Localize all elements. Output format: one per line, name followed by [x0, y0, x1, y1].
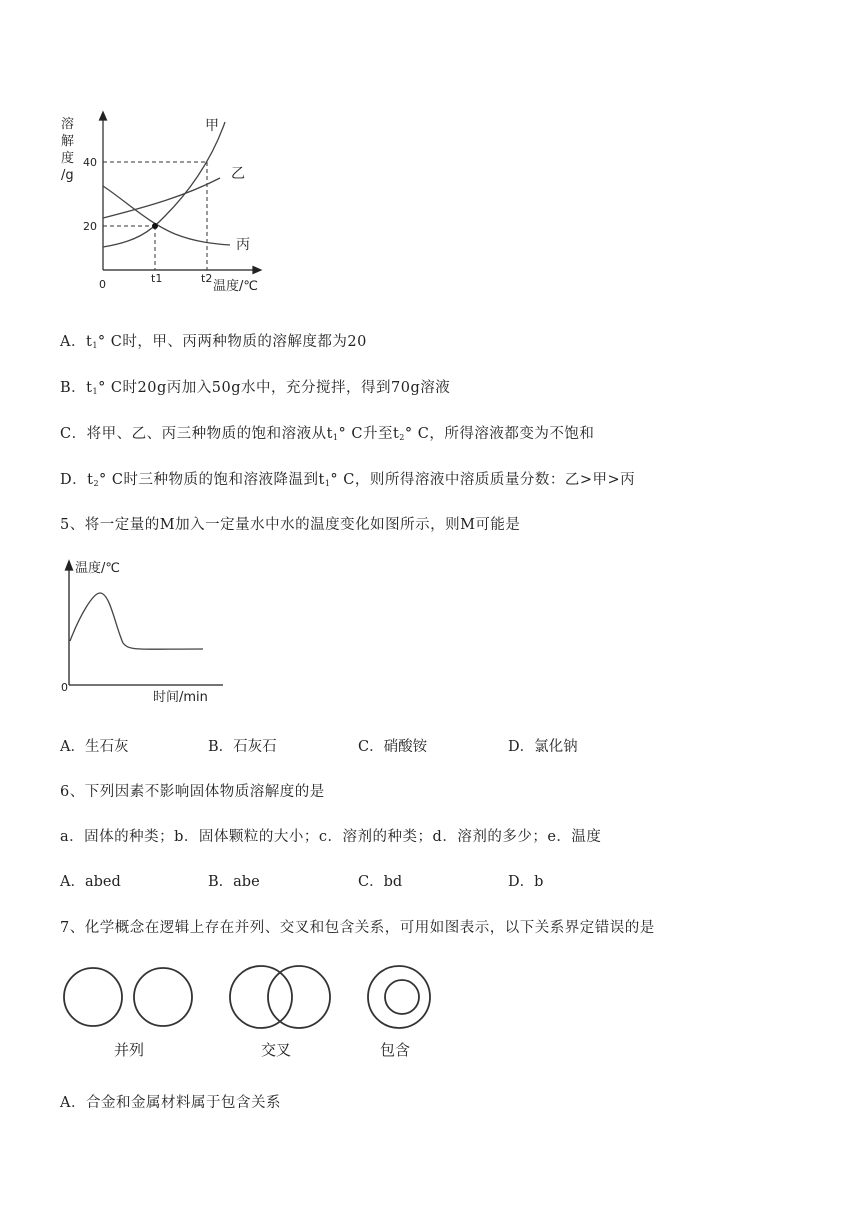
- x-axis-label: 时间/min: [153, 690, 208, 705]
- q4-option-b: B．$t_1^\circ$ C时20g丙加入50g水中，充分搅拌，得到70g溶液: [60, 380, 451, 396]
- parallel-circle-right: [134, 968, 192, 1026]
- relation-diagram: [55, 960, 435, 1060]
- curve-bing: [103, 186, 230, 245]
- q6-option-a: A．abed: [60, 874, 121, 890]
- y-label-3: 度: [61, 151, 75, 166]
- cross-circle-right: [268, 966, 330, 1028]
- origin-label: 0: [61, 681, 68, 694]
- q5-option-a: A．生石灰: [60, 739, 129, 755]
- q6-option-b: B．abe: [208, 874, 260, 890]
- tick-40: 40: [83, 156, 97, 169]
- q5-option-c: C．硝酸铵: [358, 739, 428, 755]
- label-yi: 乙: [231, 166, 245, 182]
- label-parallel: 并列: [114, 1041, 145, 1059]
- q7-stem: 7、化学概念在逻辑上存在并列、交叉和包含关系，可用如图表示，以下关系界定错误的是: [60, 920, 655, 936]
- q6-stem: 6、下列因素不影响固体物质溶解度的是: [60, 784, 325, 800]
- tick-t1: t1: [151, 272, 163, 285]
- q6-factors: a．固体的种类；b．固体颗粒的大小；c．溶剂的种类；d．溶剂的多少；e．温度: [60, 829, 602, 845]
- intersection-point: [152, 223, 158, 229]
- contain-circle-outer: [368, 966, 430, 1028]
- q6-option-d: D．b: [508, 874, 544, 890]
- y-label-1: 溶: [61, 117, 75, 132]
- label-contain: 包含: [380, 1041, 411, 1059]
- tick-20: 20: [83, 220, 97, 233]
- q4-option-a: A．$t_1^\circ$ C时，甲、丙两种物质的溶解度都为20: [60, 334, 367, 350]
- y-label-4: /g: [61, 168, 74, 183]
- y-axis-arrow: [100, 112, 107, 120]
- q5-stem: 5、将一定量的M加入一定量水中水的温度变化如图所示，则M可能是: [60, 517, 521, 533]
- parallel-circle-left: [64, 968, 122, 1026]
- x-axis-arrow: [253, 267, 261, 274]
- label-cross: 交叉: [261, 1041, 292, 1059]
- q7-option-a: A．合金和金属材料属于包含关系: [60, 1095, 281, 1111]
- contain-circle-inner: [385, 980, 419, 1014]
- solubility-chart: [55, 110, 285, 300]
- cross-circle-left: [230, 966, 292, 1028]
- q5-option-b: B．石灰石: [208, 739, 277, 755]
- y-label-2: 解: [61, 134, 75, 149]
- q4-option-c: C．将甲、乙、丙三种物质的饱和溶液从$t_1^\circ$ C升至$t_2^\circ$ C，所得溶液都变为不饱和: [60, 426, 595, 442]
- y-axis-label: 温度/℃: [75, 561, 120, 576]
- origin-label: 0: [99, 278, 106, 291]
- q5-option-d: D．氯化钠: [508, 739, 578, 755]
- y-axis-arrow: [66, 561, 73, 570]
- temperature-curve: [70, 593, 203, 649]
- label-jia: 甲: [205, 118, 219, 134]
- tick-t2: t2: [201, 272, 213, 285]
- temperature-time-chart: [55, 555, 230, 710]
- q4-option-d: D．$t_2^\circ$ C时三种物质的饱和溶液降温到$t_1^\circ$ C，则所得溶液中溶质质量分数：乙>甲>丙: [60, 472, 636, 488]
- x-axis-label: 温度/℃: [213, 279, 258, 294]
- q6-option-c: C．bd: [358, 874, 403, 890]
- label-bing: 丙: [236, 237, 250, 253]
